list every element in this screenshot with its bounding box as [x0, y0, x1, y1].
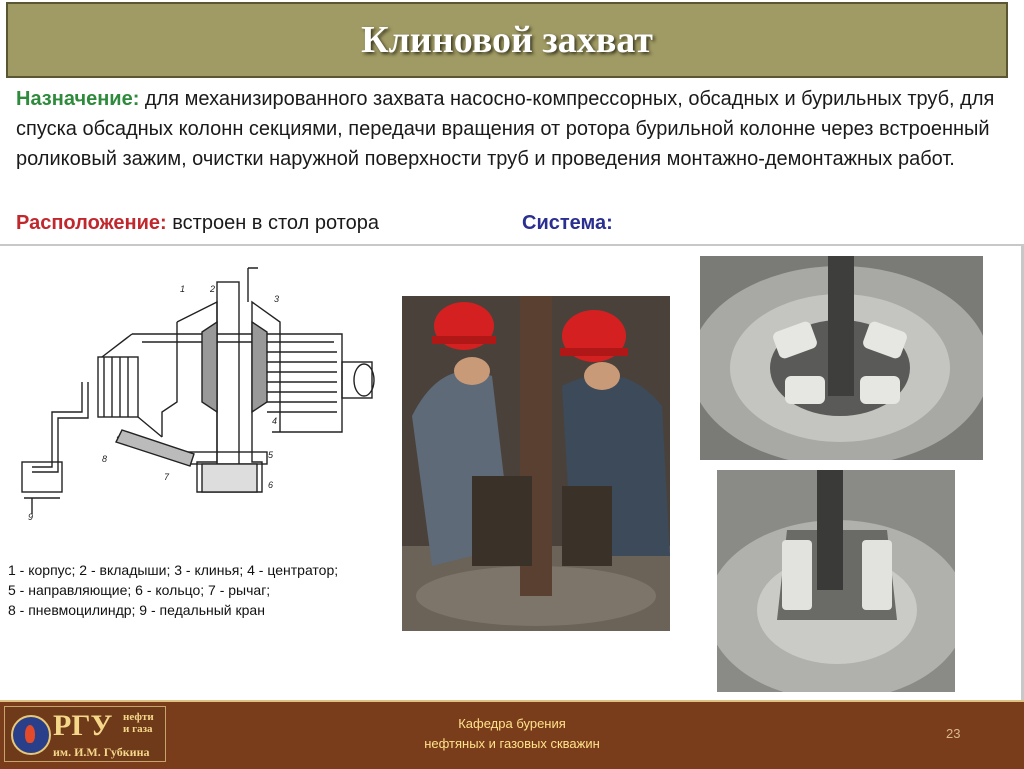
legend-line: 8 - пневмоцилиндр; 9 - педальный кран: [8, 602, 265, 618]
svg-text:4: 4: [272, 416, 278, 426]
location-label: Расположение:: [16, 212, 167, 234]
purpose-label: Назначение:: [16, 88, 140, 110]
university-emblem-icon: [11, 715, 51, 755]
logo-name: им. И.М. Губкина: [53, 745, 150, 759]
slide-title: Клиновой захват: [361, 19, 653, 61]
svg-text:3: 3: [274, 294, 280, 304]
svg-text:1: 1: [180, 284, 186, 294]
purpose-paragraph: [16, 84, 1006, 174]
svg-text:9: 9: [28, 512, 34, 522]
slip-grip-photo-top: [700, 256, 983, 460]
location-text: встроен в стол ротора: [166, 212, 379, 234]
department-name: [362, 714, 662, 754]
logo-subtitle: нефти и газа: [123, 711, 154, 735]
footer: [0, 700, 1024, 769]
drawing-legend: [8, 560, 400, 620]
system-label: Система:: [522, 212, 613, 234]
legend-line: 1 - корпус; 2 - вкладыши; 3 - клинья; 4 - центратор;: [8, 562, 339, 578]
svg-text:5: 5: [268, 450, 274, 460]
location-line: [16, 212, 1006, 235]
university-logo[interactable]: [4, 706, 166, 762]
workers-photo: [402, 296, 670, 631]
slip-grip-photo-bottom: [717, 470, 955, 692]
divider: [0, 244, 1024, 246]
legend-line: 5 - направляющие; 6 - кольцо; 7 - рычаг;: [8, 582, 271, 598]
svg-text:7: 7: [164, 472, 170, 482]
page-number: 23: [946, 726, 961, 741]
purpose-text: для механизированного захвата насосно-компрессорных, обсадных и бурильных труб, для спуска обсадных колонн секциями, передачи вращения от ротора бурильной колонне через встроенный роликовый зажим, очистки наружной поверхности труб и проведения монтажно-демонтажных работ.: [16, 88, 995, 170]
department-line: Кафедра бурения: [458, 716, 566, 731]
svg-text:8: 8: [102, 454, 108, 464]
title-bar: [6, 2, 1008, 78]
svg-text:6: 6: [268, 480, 274, 490]
technical-drawing: [12, 262, 384, 532]
department-line: нефтяных и газовых скважин: [424, 736, 600, 751]
svg-text:2: 2: [210, 284, 216, 294]
logo-abbreviation: РГУ: [53, 709, 113, 742]
